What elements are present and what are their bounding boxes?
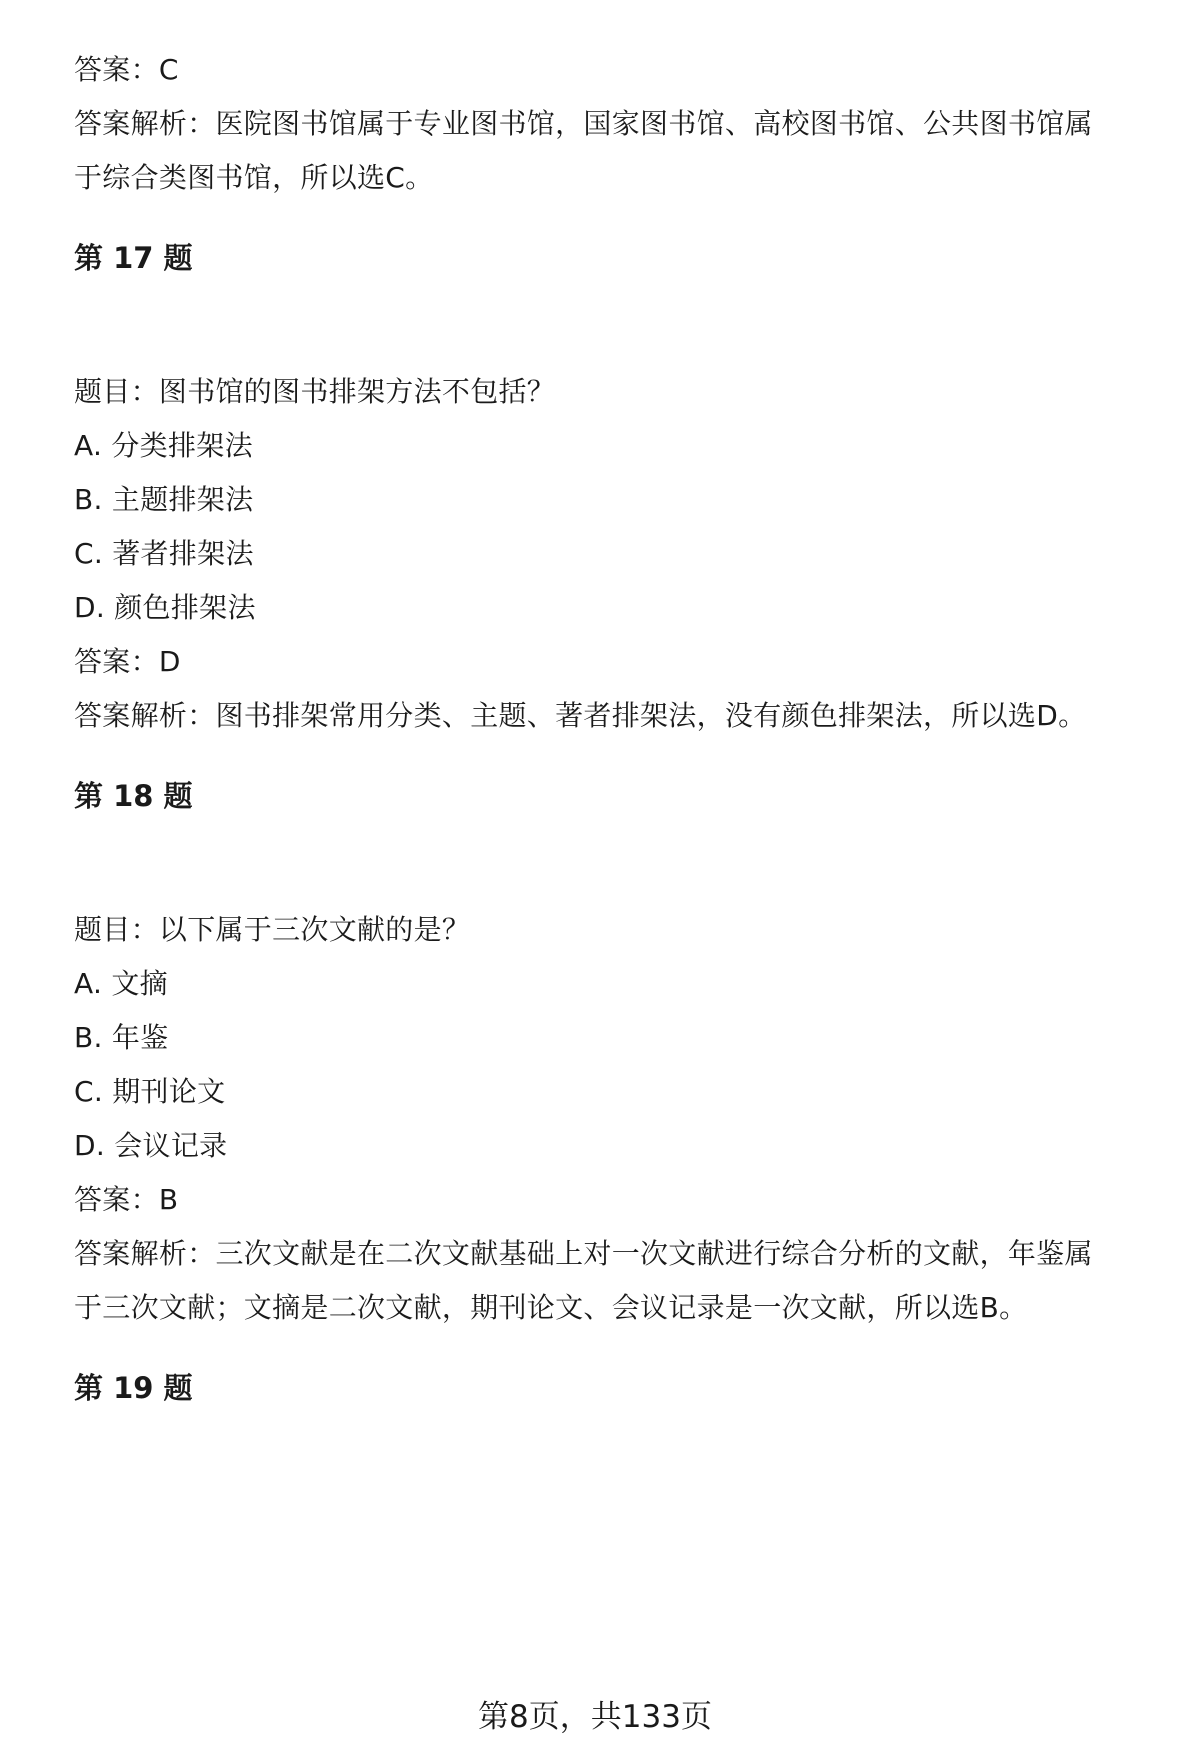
q18-question: 题目：以下属于三次文献的是？ <box>74 913 471 946</box>
q18-option-a: A. 文摘 <box>74 967 168 1000</box>
q17-option-a: A. 分类排架法 <box>74 429 253 462</box>
q17-question: 题目：图书馆的图书排架方法不包括？ <box>74 375 556 408</box>
q17-option-b: B. 主题排架法 <box>74 483 254 516</box>
q18-option-d: D. 会议记录 <box>74 1129 228 1162</box>
q17-option-c: C. 著者排架法 <box>74 537 254 570</box>
page-footer: 第8页，共133页 <box>478 1699 712 1735</box>
q17-heading: 第 17 题 <box>74 241 193 275</box>
q16-answer: 答案：C <box>74 53 179 86</box>
q18-heading: 第 18 题 <box>74 779 193 813</box>
q17-explanation-line-1: 答案解析：图书排架常用分类、主题、著者排架法，没有颜色排架法，所以选D。 <box>74 699 1087 732</box>
q18-answer: 答案：B <box>74 1183 179 1216</box>
q18-explanation-line-1: 答案解析：三次文献是在二次文献基础上对一次文献进行综合分析的文献，年鉴属 <box>74 1237 1093 1270</box>
q18-explanation-line-2: 于三次文献；文摘是二次文献，期刊论文、会议记录是一次文献，所以选B。 <box>74 1291 1028 1324</box>
q16-explanation-line-2: 于综合类图书馆，所以选C。 <box>74 161 434 194</box>
q16-explanation-line-1: 答案解析：医院图书馆属于专业图书馆，国家图书馆、高校图书馆、公共图书馆属 <box>74 107 1093 140</box>
q17-answer: 答案：D <box>74 645 181 678</box>
q18-option-c: C. 期刊论文 <box>74 1075 226 1108</box>
q19-heading: 第 19 题 <box>74 1371 193 1405</box>
q17-option-d: D. 颜色排架法 <box>74 591 256 624</box>
q18-option-b: B. 年鉴 <box>74 1021 169 1054</box>
